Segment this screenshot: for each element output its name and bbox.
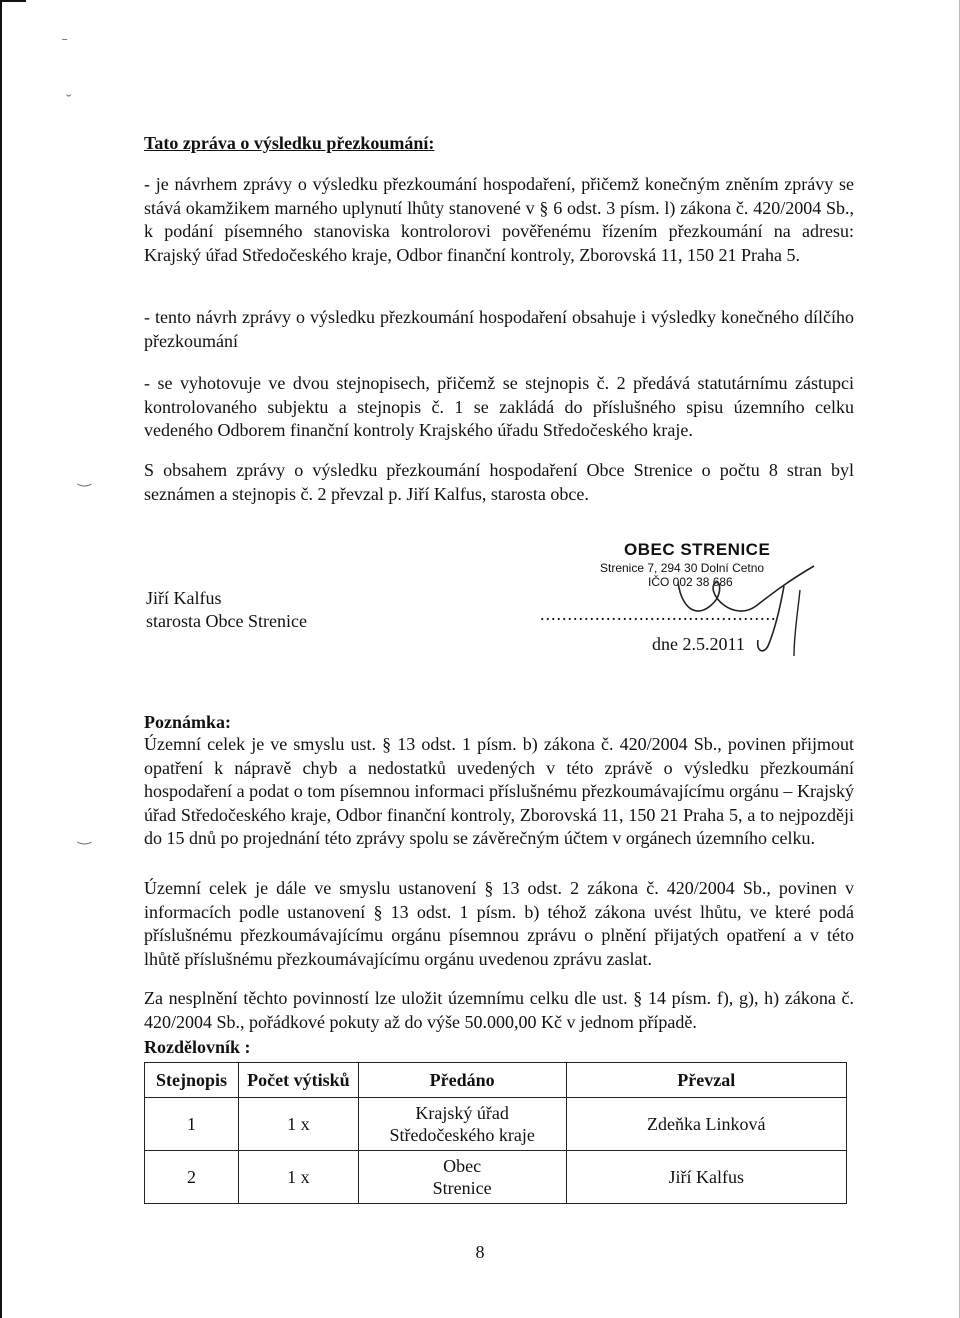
paragraph-partial-review: - tento návrh zprávy o výsledku přezkoumání hospodaření obsahuje i výsledky konečného dílčího přezkoumání (144, 307, 854, 351)
scan-mark: ˘ (66, 92, 72, 109)
note-paragraph-remedy: Územní celek je ve smyslu ust. § 13 odst. 1 písm. b) zákona č. 420/2004 Sb., povinen přijmout opatření k nápravě chyb a nedostatků uvedených v této zprávě o výsledku přezkoumání hospodaření a podat o tom písemnou informaci příslušnému přezkoumávajícímu orgánu – Krajský úřad Středočeského kraje, Odbor finanční kontroly, Zborovská 11, 150 21 Praha 5, a to nejpozději do 15 dnů po projednání této zprávy spolu se závěrečným účtem v orgánech územního celku. (144, 734, 854, 848)
signer-block (146, 587, 307, 633)
cell-count: 1 x (238, 1151, 358, 1204)
stamp-name: OBEC STRENICE (624, 540, 771, 559)
paragraph-copies: - se vyhotovuje ve dvou stejnopisech, přičemž se stejnopis č. 2 předává statutárnímu zástupci kontrolovaného subjektu a stejnopis č. 1 se zakládá do příslušného spisu územního celku vedeného Odborem finanční kontroly Krajského úřadu Středočeského kraje. (144, 373, 854, 440)
cell-given-line: Krajský úřad (415, 1103, 509, 1123)
note-paragraph-penalty: Za nesplnění těchto povinností lze uložit územnímu celku dle ust. § 14 písm. f), g), h) zákona č. 420/2004 Sb., pořádkové pokuty až do výše 50.000,00 Kč v jednom případě. (144, 988, 854, 1032)
scan-edge-top (0, 0, 26, 2)
binding-mark: ‿ (78, 828, 91, 845)
cell-count: 1 x (238, 1098, 358, 1151)
cell-given-line: Středočeského kraje (389, 1125, 535, 1145)
cell-given-line: Obec (443, 1156, 482, 1176)
column-header: Stejnopis (145, 1063, 239, 1098)
cell-given (358, 1151, 566, 1204)
signer-name: Jiří Kalfus (146, 588, 222, 608)
note-title: Poznámka: (144, 712, 231, 732)
paragraph-acknowledgement: S obsahem zprávy o výsledku přezkoumání hospodaření Obce Strenice o počtu 8 stran byl seznámen a stejnopis č. 2 převzal p. Jiří Kalfus, starosta obce. (144, 460, 854, 504)
distribution-table (144, 1062, 847, 1204)
cell-received: Zdeňka Linková (566, 1098, 846, 1151)
paragraph-draft: - je návrhem zprávy o výsledku přezkoumání hospodaření, přičemž konečným zněním zprávy se stává okamžikem marného uplynutí lhůty stanovené v § 6 odst. 3 písm. l) zákona č. 420/2004 Sb., k podání písemného stanoviska kontrolorovi pověřenému řízením přezkoumání na adresu: Krajský úřad Středočeského kraje, Odbor finanční kontroly, Zborovská 11, 150 21 Praha 5. (144, 174, 854, 265)
page-number: 8 (475, 1242, 485, 1262)
binding-mark: ‿ (78, 470, 91, 487)
scan-edge-left (0, 0, 2, 1318)
table-row (145, 1151, 847, 1204)
cell-copy: 1 (145, 1098, 239, 1151)
cell-received: Jiří Kalfus (566, 1151, 846, 1204)
table-row (145, 1098, 847, 1151)
column-header: Předáno (358, 1063, 566, 1098)
stamp-ico: IČO 002 38 686 (648, 575, 733, 589)
report-heading: Tato zpráva o výsledku přezkoumání: (144, 133, 435, 153)
column-header: Převzal (566, 1063, 846, 1098)
table-header-row (145, 1063, 847, 1098)
scan-mark: ˉ (62, 36, 68, 53)
signer-role: starosta Obce Strenice (146, 611, 307, 631)
cell-given (358, 1098, 566, 1151)
signature-line: ........................................... (540, 604, 777, 624)
cell-copy: 2 (145, 1151, 239, 1204)
stamp-address: Strenice 7, 294 30 Dolní Cetno (600, 561, 765, 575)
note-paragraph-deadline: Územní celek je dále ve smyslu ustanovení § 13 odst. 2 zákona č. 420/2004 Sb., povinen v informacích podle ustanovení § 13 odst. 1 písm. b) téhož zákona uvést lhůtu, ve které podá příslušnému přezkoumávajícímu orgánu písemnou zprávu o plnění přijatých opatření a v této lhůtě příslušnému přezkoumávajícímu orgánu uvedenou zprávu zaslat. (144, 878, 854, 969)
cell-given-line: Strenice (432, 1178, 492, 1198)
distribution-title: Rozdělovník : (144, 1037, 251, 1057)
column-header: Počet výtisků (238, 1063, 358, 1098)
signature-date: dne 2.5.2011 (652, 634, 745, 654)
